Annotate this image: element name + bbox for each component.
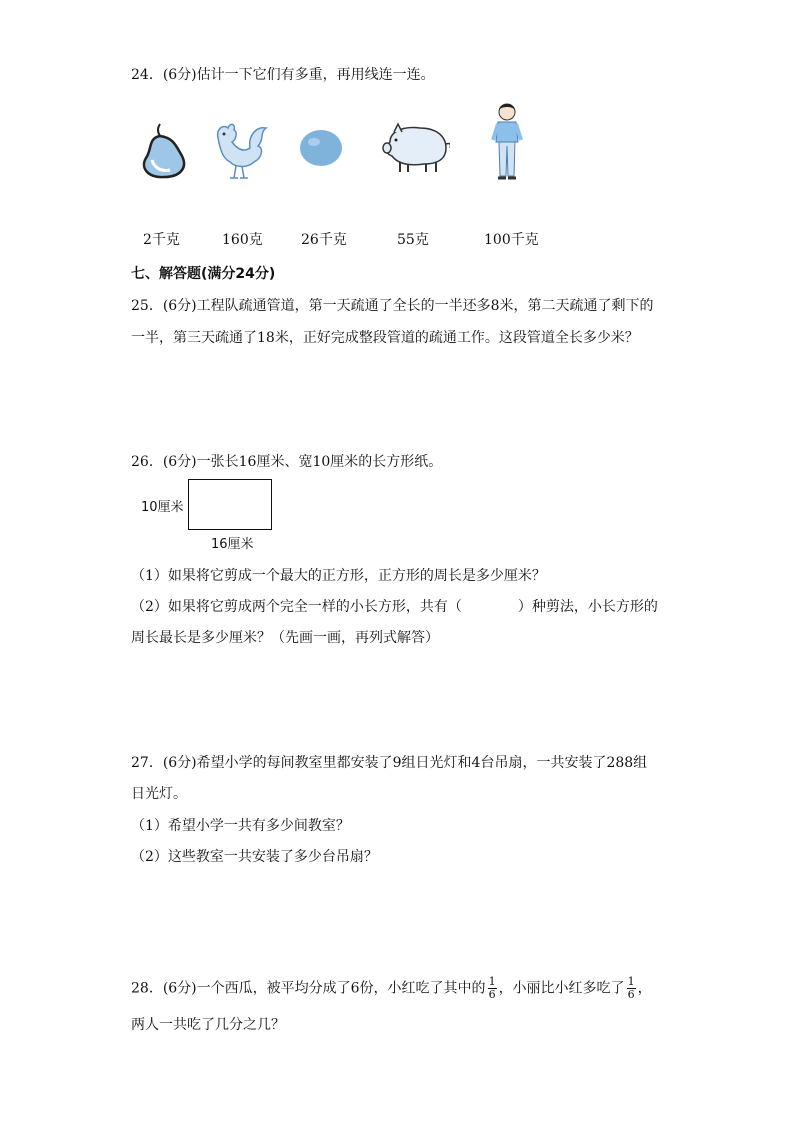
boy-icon <box>490 100 526 184</box>
fraction-numerator: 1 <box>488 975 496 988</box>
fraction-one-sixth <box>488 976 497 1001</box>
egg-icon <box>298 128 346 168</box>
weight-label-1: 2千克 <box>143 232 180 248</box>
fraction-one-sixth-2 <box>627 976 636 1001</box>
rooster-icon <box>208 118 272 182</box>
fraction-denominator: 6 <box>488 988 496 1001</box>
q27-line2: 日光灯。 <box>131 786 187 802</box>
weight-label-3: 26千克 <box>301 232 347 248</box>
q26-sub1: （1）如果将它剪成一个最大的正方形，正方形的周长是多少厘米？ <box>131 568 546 584</box>
rect-width-label: 10厘米 <box>141 500 184 515</box>
q26-text: 26．(6分)一张长16厘米、宽10厘米的长方形纸。 <box>131 454 443 470</box>
q28-part1: 28．(6分)一个西瓜，被平均分成了6份，小红吃了其中的 <box>131 980 486 997</box>
q28-part2: ，小丽比小红多吃了 <box>498 980 625 997</box>
rect-length-label: 16厘米 <box>211 537 254 552</box>
q25-line2: 一半，第三天疏通了18米，正好完成整段管道的疏通工作。这段管道全长多少米？ <box>131 330 639 346</box>
q27-sub2: （2）这些教室一共安装了多少台吊扇？ <box>131 849 378 865</box>
q24-text: 24．(6分)估计一下它们有多重，再用线连一连。 <box>131 67 435 83</box>
section-title: 七、解答题(满分24分) <box>131 266 276 282</box>
q28-line2: 两人一共吃了几分之几？ <box>131 1017 285 1033</box>
q26-sub2-line2: 周长最长是多少厘米？（先画一画，再列式解答） <box>131 630 439 646</box>
weight-label-5: 100千克 <box>484 232 539 248</box>
rectangle-figure <box>188 479 272 530</box>
q28-line1 <box>131 976 652 1001</box>
q28-part3: ， <box>637 980 652 997</box>
pig-icon <box>380 120 450 176</box>
pear-icon <box>138 120 190 180</box>
q27-sub1: （1）希望小学一共有多少间教室？ <box>131 818 350 834</box>
weight-label-4: 55克 <box>397 232 429 248</box>
q25-line1: 25．(6分)工程队疏通管道，第一天疏通了全长的一半还多8米，第二天疏通了剩下的 <box>131 298 654 314</box>
q27-line1: 27．(6分)希望小学的每间教室里都安装了9组日光灯和4台吊扇，一共安装了288组 <box>131 755 648 771</box>
q26-sub2-line1: （2）如果将它剪成两个完全一样的小长方形，共有（ ）种剪法，小长方形的 <box>131 599 658 615</box>
fraction-numerator-2: 1 <box>627 975 635 988</box>
weight-label-2: 160克 <box>222 232 263 248</box>
fraction-denominator-2: 6 <box>627 988 635 1001</box>
